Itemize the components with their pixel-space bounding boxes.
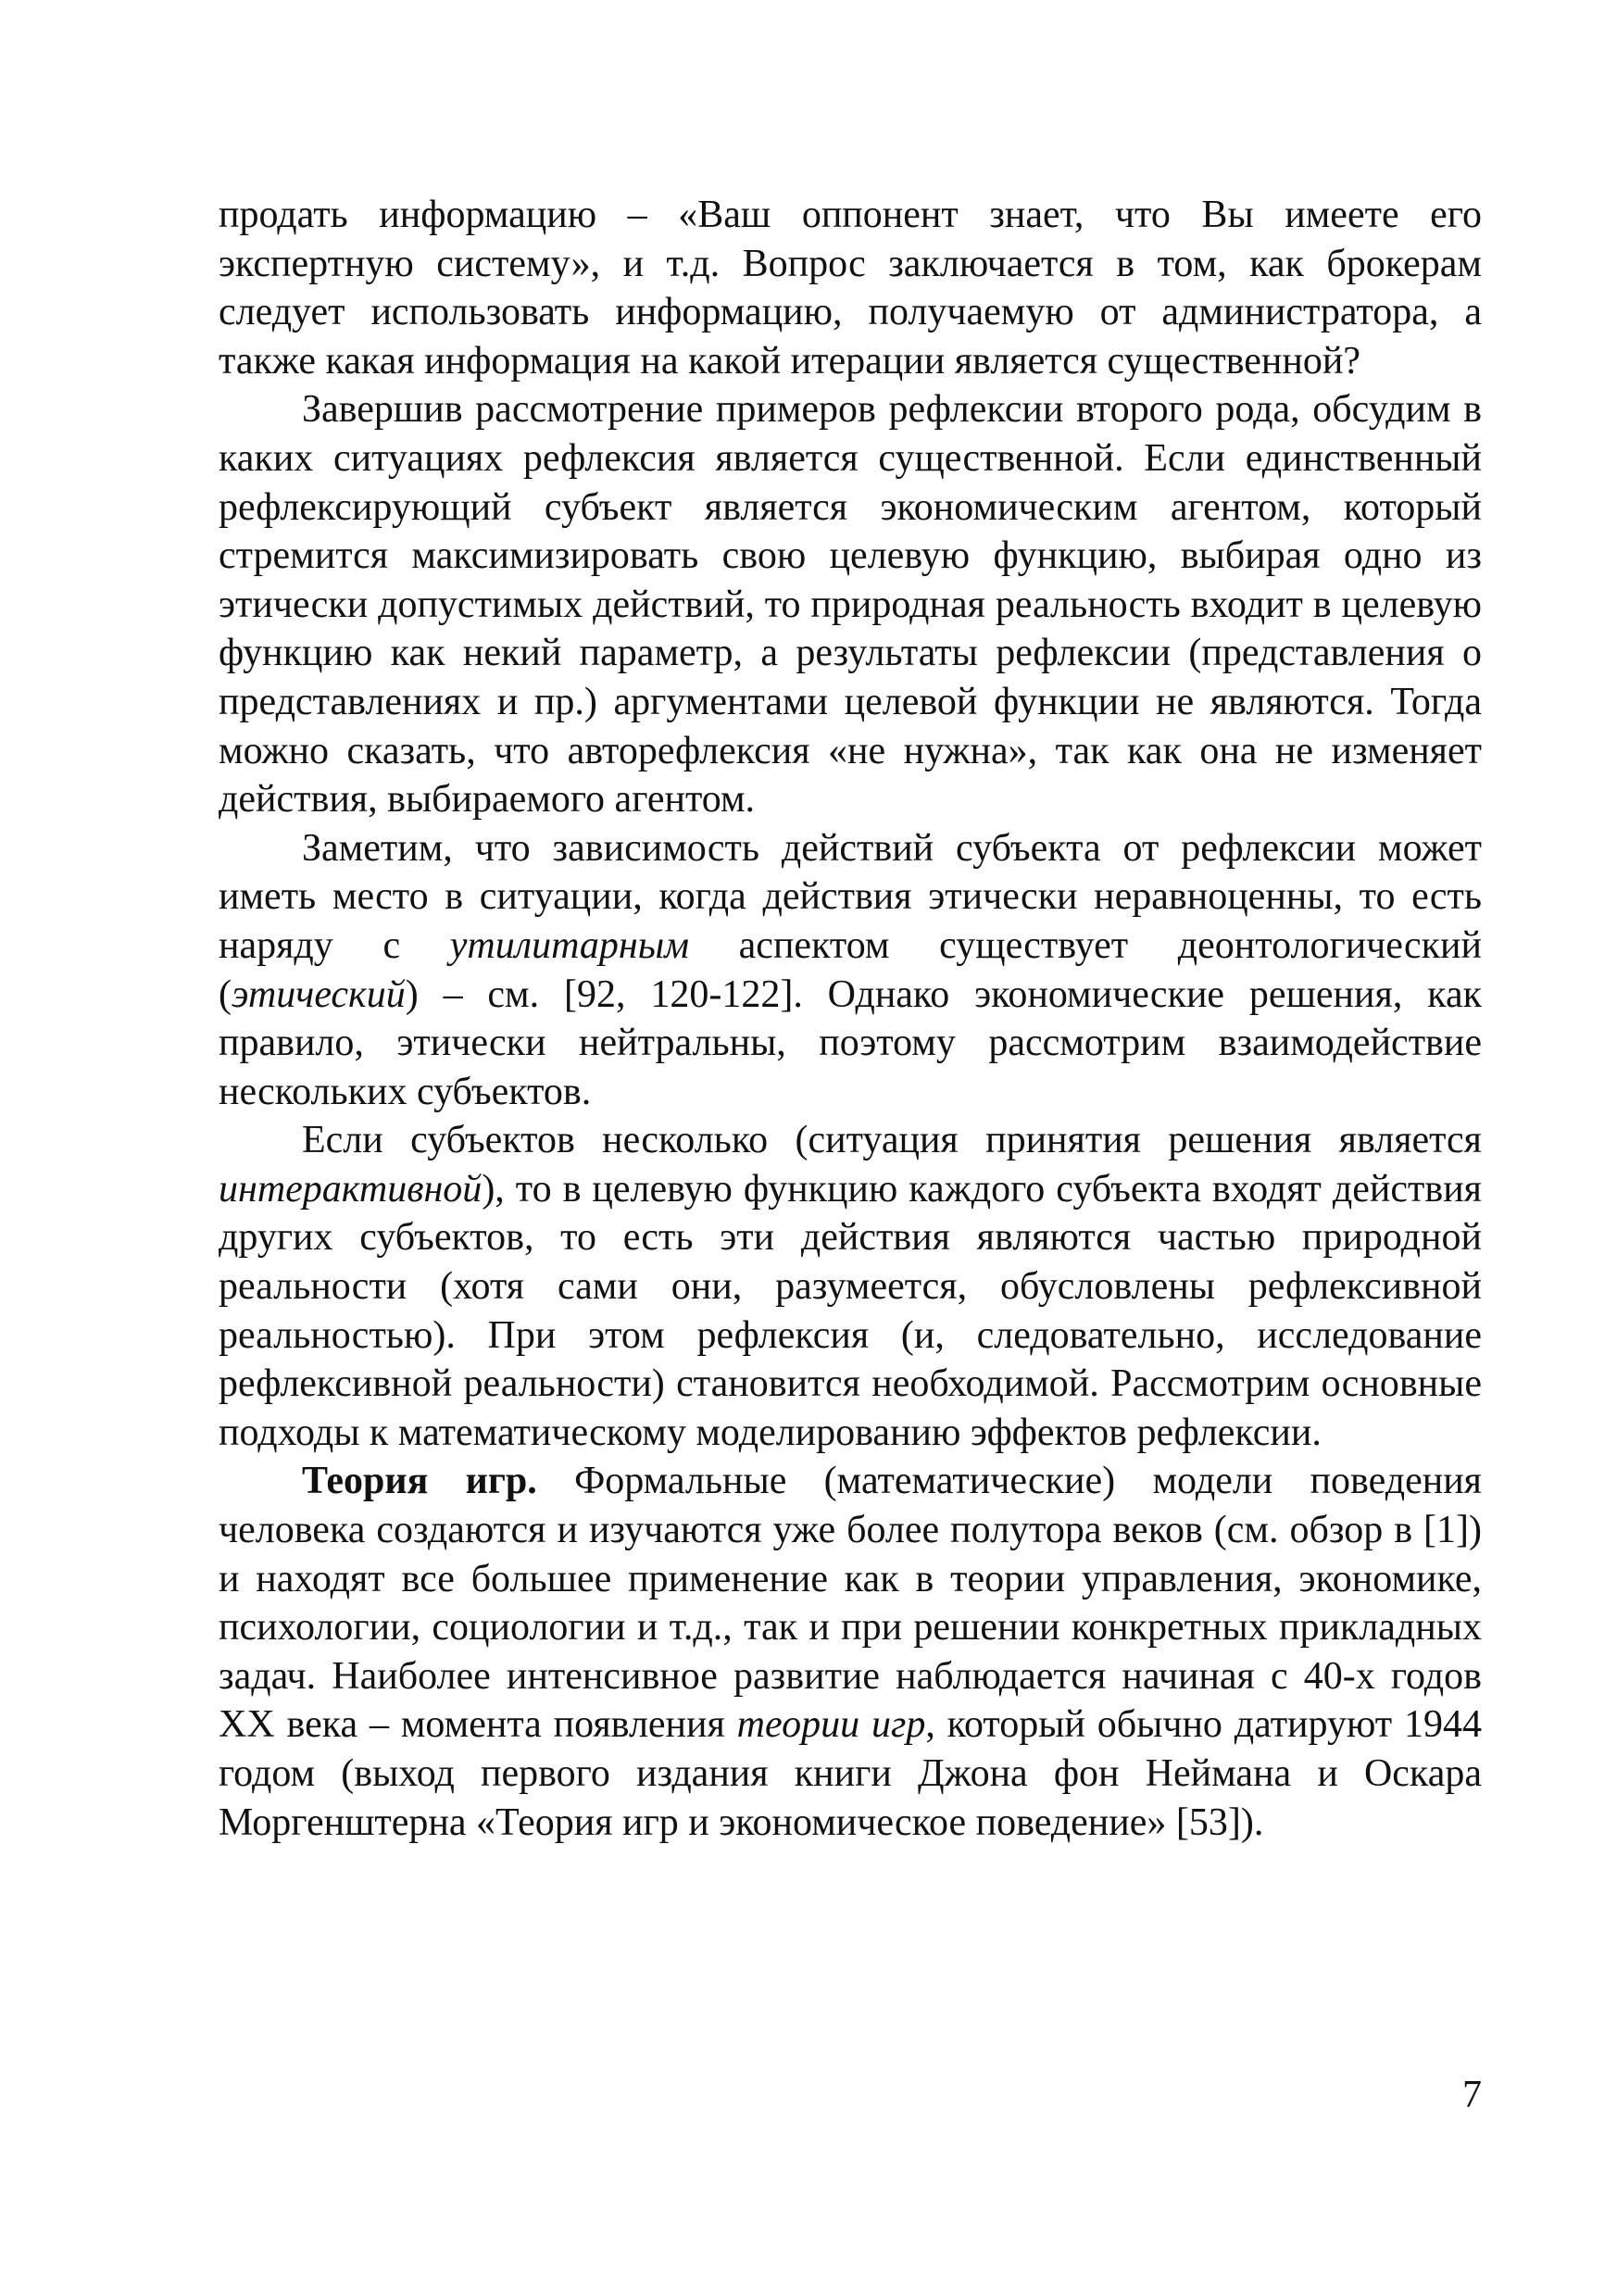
italic-term: утилитарным [449, 923, 689, 967]
page-number: 7 [1462, 2074, 1482, 2116]
text-run: ), то в целевую функцию каждого субъекта входят действия других субъектов, то есть эти действия являются частью природной реальности (хотя сами они, разумеется, обусловлены рефлексивной реальностью). При этом рефлексия (и, следовательно, исследование рефлексивной реальности) становится необходимой. Рассмотрим основные подходы к математическому моделированию эффектов рефлексии. [219, 1167, 1482, 1454]
paragraph-4 [219, 1116, 1482, 1457]
italic-term: этический [232, 972, 406, 1016]
text-run: Если субъектов несколько (ситуация принятия решения является [302, 1119, 1482, 1162]
italic-term: интерактивной [219, 1167, 483, 1211]
paragraph-3 [219, 824, 1482, 1117]
text-run: аспектом существует деонтологический ( [219, 923, 1482, 1016]
text-run: Формальные (математические) модели поведения человека создаются и изучаются уже более полутора веков (см. обзор в [1]) и находят все большее применение как в теории управления, экономике, психологии, социологии и т.д., так и при решении конкретных прикладных задач. Наиболее интенсивное развитие наблюдается начиная с 40-х годов XX века – момента появления [219, 1460, 1483, 1747]
italic-term: теории игр [736, 1703, 926, 1747]
paragraph-1 [219, 191, 1482, 385]
text-run: ) – см. [92, 120-122]. Однако экономические решения, как правило, этически нейтральны, поэтому рассмотрим взаимодействие нескольких субъектов. [219, 972, 1482, 1113]
body-text [219, 191, 1482, 1847]
text-run: , который обычно датируют 1944 годом (выход первого издания книги Джона фон Неймана и Оскара Моргенштерна «Теория игр и экономическое поведение» [53]). [219, 1703, 1482, 1844]
text-run: продать информацию – «Ваш оппонент знает, что Вы имеете его экспертную систему», и т.д. Вопрос заключается в том, как брокерам следует использовать информацию, получаемую от администратора, а также какая информация на какой итерации является существенной? [219, 194, 1482, 383]
text-run: Завершив рассмотрение примеров рефлексии второго рода, обсудим в каких ситуациях рефлексия является существенной. Если единственный рефлексирующий субъект является экономическим агентом, который стремится максимизировать свою целевую функцию, выбирая одно из этически допустимых действий, то природная реальность входит в целевую функцию как некий параметр, а результаты рефлексии (представления о представлениях и пр.) аргументами целевой функции не являются. Тогда можно сказать, что авторефлексия «не нужна», так как она не изменяет действия, выбираемого агентом. [219, 388, 1482, 822]
section-run-in-heading: Теория игр. [302, 1460, 537, 1503]
paragraph-5 [219, 1457, 1482, 1847]
paragraph-2 [219, 385, 1482, 823]
text-run: Заметим, что зависимость действий субъекта от рефлексии может иметь место в ситуации, когда действия этически неравноценны, то есть наряду с [219, 826, 1482, 967]
